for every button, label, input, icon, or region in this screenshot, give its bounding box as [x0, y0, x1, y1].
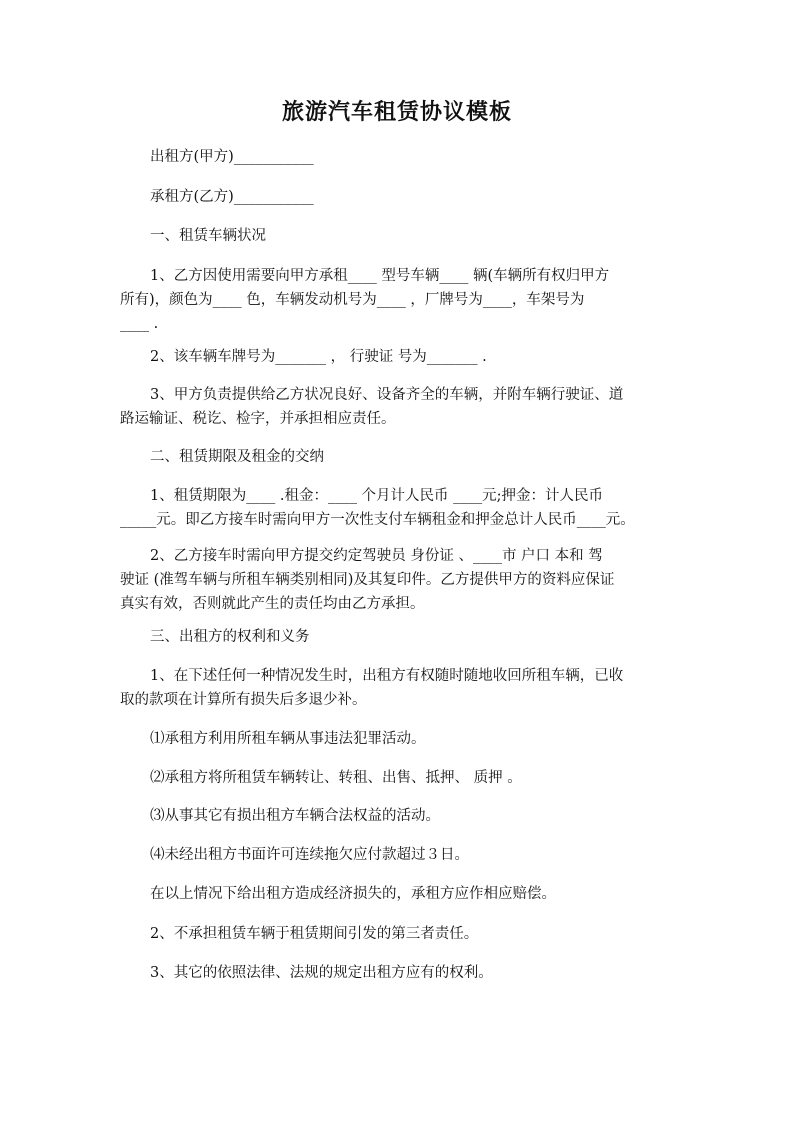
section-heading-3: 三、出租方的权利和义务: [150, 629, 310, 645]
compensation-note: 在以上情况下给出租方造成经济损失的，承租方应作相应赔偿。: [150, 886, 556, 902]
paragraph-3-3: 3、其它的依照法律、法规的规定出租方应有的权利。: [150, 965, 493, 981]
clause-3-1-item-4: ⑷未经出租方书面许可连续拖欠应付款超过３日。: [150, 847, 469, 863]
paragraph-2-2-line-3: 真实有效，否则就此产生的责任均由乙方承担。: [120, 596, 425, 612]
paragraph-3-1-line-2: 取的款项在计算所有损失后多退少补。: [120, 692, 367, 708]
clause-3-1-item-1: ⑴承租方利用所租车辆从事违法犯罪活动。: [150, 731, 426, 747]
section-heading-2: 二、租赁期限及租金的交纳: [150, 449, 324, 465]
paragraph-2-2-line-1: 2、乙方接车时需向甲方提交约定驾驶员 身份证 、____市 户口 本和 驾: [150, 548, 603, 564]
paragraph-1-1-line-3: ____ .: [120, 316, 159, 332]
paragraph-3-2: 2、不承担租赁车辆于租赁期间引发的第三者责任。: [150, 926, 479, 942]
paragraph-1-1-line-2: 所有)，颜色为____ 色，车辆发动机号为____ ，厂牌号为____，车架号为: [120, 292, 585, 308]
paragraph-3-1-line-1: 1、在下述任何一种情况发生时，出租方有权随时随地收回所租车辆，已收: [150, 668, 624, 684]
document-title: 旅游汽车租赁协议模板: [281, 99, 512, 125]
lessee-line: 承租方(乙方)___________: [150, 189, 314, 205]
clause-3-1-item-3: ⑶从事其它有损出租方车辆合法权益的活动。: [150, 808, 440, 824]
paragraph-1-1-line-1: 1、乙方因使用需要向甲方承租____ 型号车辆____ 辆(车辆所有权归甲方: [150, 268, 610, 284]
paragraph-2-1-line-1: 1、租赁期限为____ .租金：____ 个月计人民币 ____元;押金：计人民币: [150, 488, 604, 504]
paragraph-2-2-line-2: 驶证 (准驾车辆与所租车辆类别相同)及其复印件。乙方提供甲方的资料应保证: [120, 572, 615, 588]
paragraph-1-3-line-1: 3、甲方负责提供给乙方状况良好、设备齐全的车辆，并附车辆行驶证、道: [150, 387, 624, 403]
lessor-line: 出租方(甲方)___________: [150, 149, 314, 165]
paragraph-1-3-line-2: 路运输证、税讫、检字，并承担相应责任。: [120, 411, 396, 427]
section-heading-1: 一、租赁车辆状况: [150, 228, 266, 244]
clause-3-1-item-2: ⑵承租方将所租赁车辆转让、转租、出售、抵押、 质押 。: [150, 770, 522, 786]
paragraph-1-2: 2、该车辆车牌号为_______ ， 行驶证 号为_______ .: [150, 349, 487, 365]
paragraph-2-1-line-2: _____元。即乙方接车时需向甲方一次性支付车辆租金和押金总计人民币____元。: [120, 512, 635, 528]
